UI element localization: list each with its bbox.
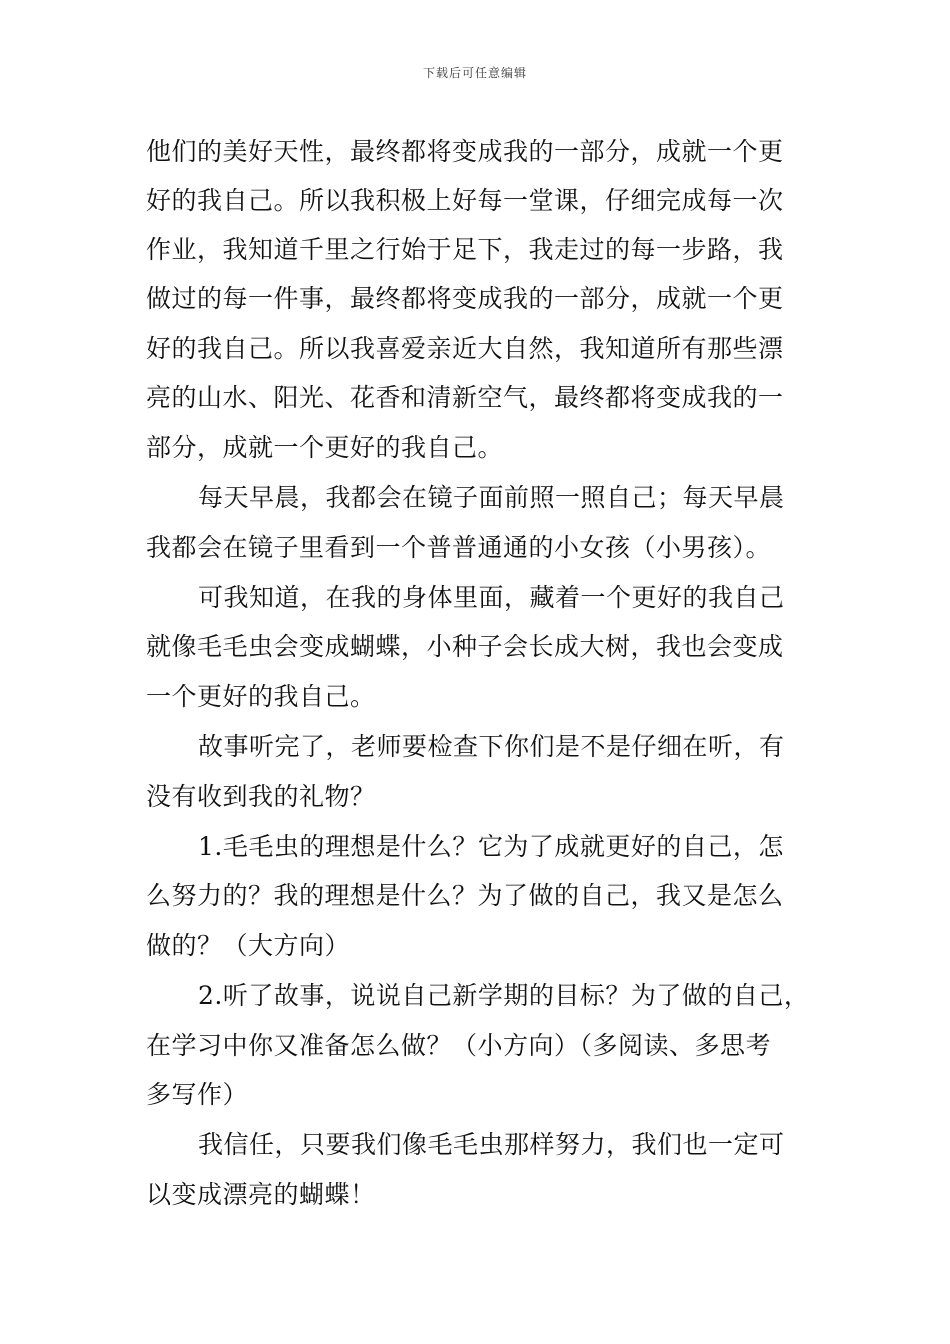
text-line: 2.听了故事，说说自己新学期的目标？为了做的自己， [198, 981, 810, 1010]
text-line: 没有收到我的礼物？ [146, 782, 376, 811]
text-line: 多写作） [146, 1080, 249, 1109]
text-line: 我都会在镜子里看到一个普普通通的小女孩（小男孩）。 [146, 533, 772, 562]
text-line: 部分，成就一个更好的我自己。 [146, 433, 504, 462]
text-line: 么努力的？我的理想是什么？为了做的自己，我又是怎么 [146, 881, 784, 910]
page-header: 下载后可任意编辑 [422, 66, 527, 80]
text-line: 做的？（大方向） [146, 931, 351, 960]
text-line: 故事听完了，老师要检查下你们是不是仔细在听，有 [198, 732, 785, 761]
text-line: 他们的美好天性，最终都将变成我的一部分，成就一个更 [146, 137, 784, 166]
text-line: 可我知道，在我的身体里面，藏着一个更好的我自己 [198, 583, 785, 612]
text-line: 一个更好的我自己。 [146, 682, 376, 711]
text-line: 作业，我知道千里之行始于足下，我走过的每一步路，我 [146, 235, 784, 264]
text-line: 1.毛毛虫的理想是什么？它为了成就更好的自己，怎 [198, 832, 784, 861]
text-line: 做过的每一件事，最终都将变成我的一部分，成就一个更 [146, 284, 784, 313]
text-line: 好的我自己。所以我喜爱亲近大自然，我知道所有那些漂 [146, 334, 784, 363]
text-line: 以变成漂亮的蝴蝶！ [146, 1180, 376, 1209]
text-line: 亮的山水、阳光、花香和清新空气，最终都将变成我的一 [146, 383, 784, 412]
text-line: 我信任，只要我们像毛毛虫那样努力，我们也一定可 [198, 1130, 785, 1159]
text-line: 好的我自己。所以我积极上好每一堂课，仔细完成每一次 [146, 186, 784, 215]
text-line: 就像毛毛虫会变成蝴蝶，小种子会长成大树，我也会变成 [146, 632, 784, 661]
text-line: 每天早晨，我都会在镜子面前照一照自己；每天早晨 [198, 483, 785, 512]
text-line: 在学习中你又准备怎么做？（小方向）（多阅读、多思考 [146, 1031, 772, 1060]
